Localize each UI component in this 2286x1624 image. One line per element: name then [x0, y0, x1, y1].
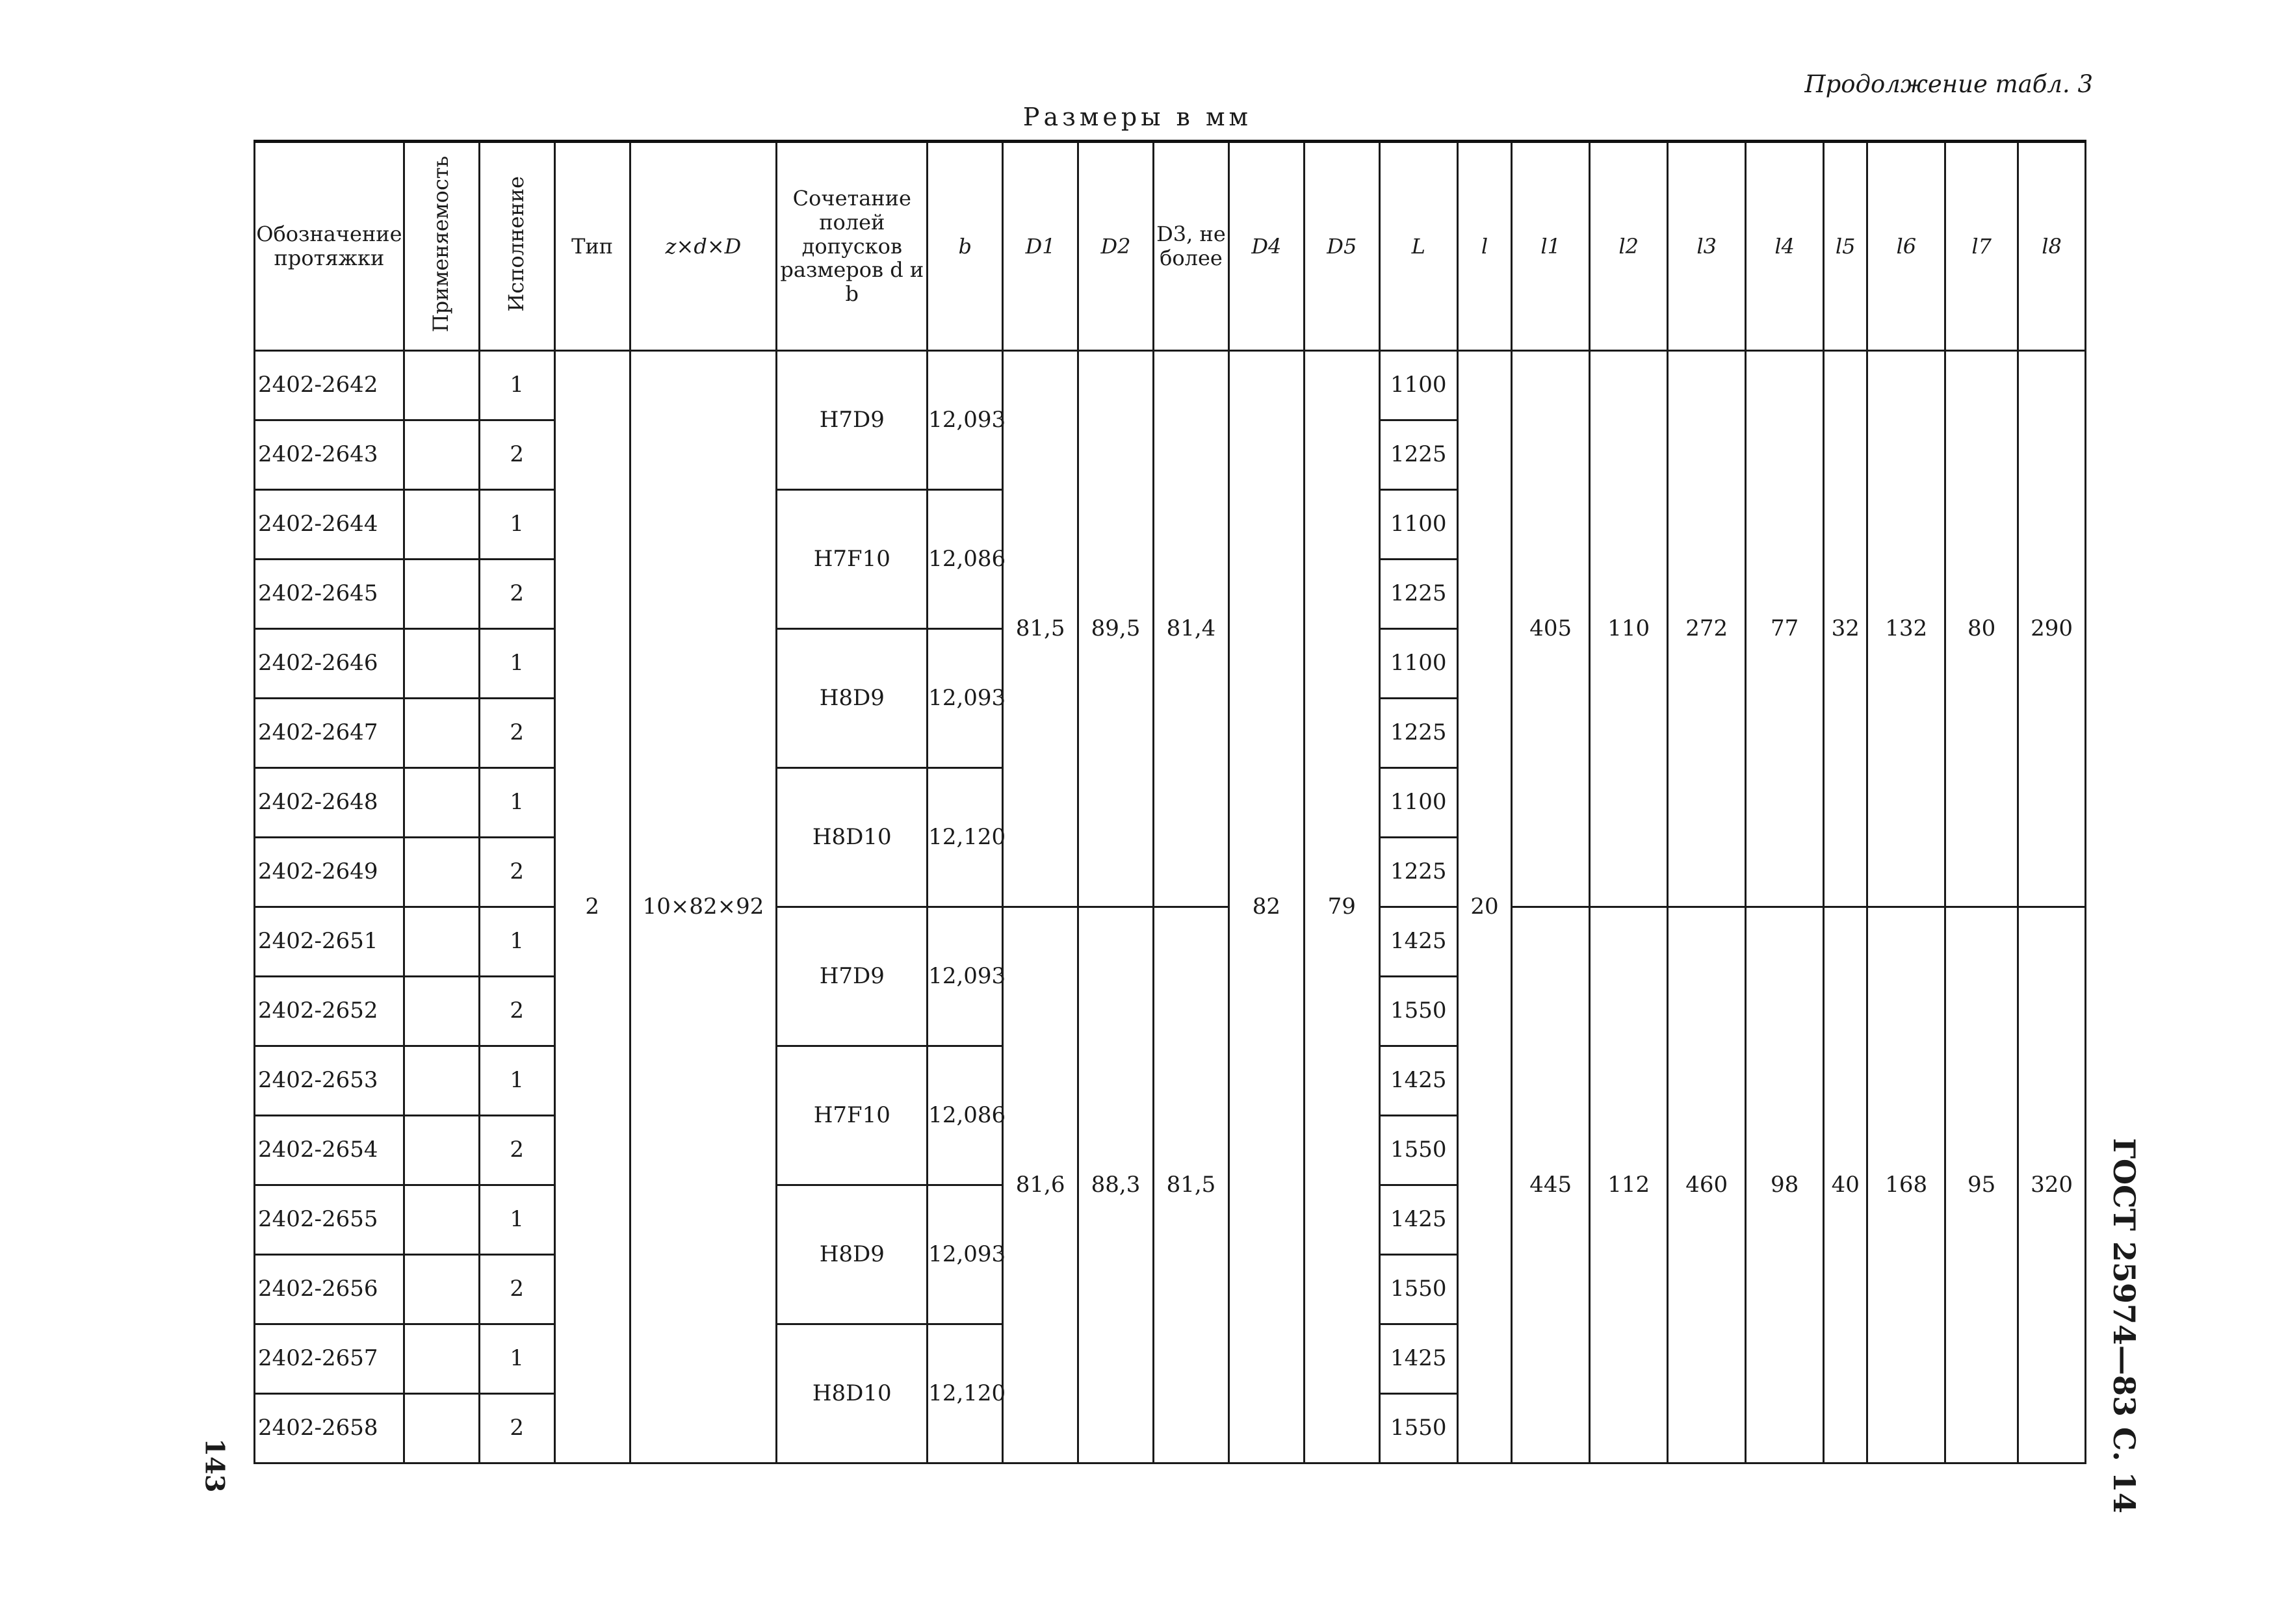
- cell-L: 1225: [1379, 560, 1457, 629]
- cell-tolerance: H7F10: [777, 490, 928, 629]
- cell-version: 2: [479, 838, 554, 907]
- cell-application: [404, 1046, 479, 1116]
- cell-l4: 77: [1746, 351, 1824, 907]
- cell-designation: 2402-2655: [255, 1185, 404, 1255]
- table-header: [255, 142, 2086, 351]
- cell-version: 2: [479, 560, 554, 629]
- cell-application: [404, 490, 479, 560]
- cell-designation: 2402-2643: [255, 420, 404, 490]
- cell-L: 1425: [1379, 1046, 1457, 1116]
- table-body: [255, 351, 2086, 1463]
- cell-tolerance: H7D9: [777, 351, 928, 490]
- cell-application: [404, 907, 479, 977]
- cell-l8: 320: [2018, 907, 2086, 1463]
- cell-D5: 79: [1304, 351, 1379, 1463]
- cell-designation: 2402-2644: [255, 490, 404, 560]
- col-l5: l5: [1824, 142, 1867, 351]
- cell-designation: 2402-2651: [255, 907, 404, 977]
- cell-designation: 2402-2657: [255, 1324, 404, 1394]
- cell-D4: 82: [1228, 351, 1304, 1463]
- col-D2: D2: [1078, 142, 1154, 351]
- cell-version: 2: [479, 1116, 554, 1185]
- col-l6: l6: [1867, 142, 1945, 351]
- col-l7: l7: [1945, 142, 2018, 351]
- cell-application: [404, 1324, 479, 1394]
- cell-designation: 2402-2647: [255, 699, 404, 768]
- units-label: Размеры в мм: [1022, 103, 1253, 131]
- cell-D3: 81,5: [1153, 907, 1228, 1463]
- cell-l2: 110: [1590, 351, 1668, 907]
- cell-application: [404, 629, 479, 699]
- cell-l7: 80: [1945, 351, 2018, 907]
- col-L: L: [1379, 142, 1457, 351]
- cell-version: 1: [479, 351, 554, 420]
- col-tolerance: Сочетание полей допусков размеров d и b: [777, 142, 928, 351]
- col-l1: l1: [1512, 142, 1590, 351]
- cell-version: 2: [479, 1394, 554, 1463]
- cell-tolerance: H8D9: [777, 1185, 928, 1324]
- col-b: b: [928, 142, 1003, 351]
- col-l8: l8: [2018, 142, 2086, 351]
- cell-designation: 2402-2654: [255, 1116, 404, 1185]
- col-application: Применяемость: [404, 142, 479, 351]
- col-version: Исполнение: [479, 142, 554, 351]
- cell-version: 2: [479, 1255, 554, 1324]
- col-designation: Обозначение протяжки: [255, 142, 404, 351]
- cell-designation: 2402-2645: [255, 560, 404, 629]
- cell-designation: 2402-2656: [255, 1255, 404, 1324]
- cell-l2: 112: [1590, 907, 1668, 1463]
- cell-D2: 88,3: [1078, 907, 1154, 1463]
- table-row: [255, 907, 2086, 977]
- cell-version: 1: [479, 1046, 554, 1116]
- col-zdD: z×d×D: [630, 142, 777, 351]
- cell-application: [404, 1394, 479, 1463]
- cell-b: 12,086: [928, 1046, 1003, 1185]
- cell-b: 12,093: [928, 629, 1003, 768]
- cell-L: 1100: [1379, 490, 1457, 560]
- cell-tolerance: H7D9: [777, 907, 928, 1046]
- col-l3: l3: [1668, 142, 1746, 351]
- continuation-label: Продолжение табл. 3: [1804, 70, 2093, 98]
- cell-tolerance: H8D9: [777, 629, 928, 768]
- cell-D2: 89,5: [1078, 351, 1154, 907]
- cell-L: 1225: [1379, 699, 1457, 768]
- cell-L: 1550: [1379, 977, 1457, 1046]
- gost-label: ГОСТ 25974—83 С. 14: [2107, 1138, 2142, 1514]
- col-D3: D3, не более: [1153, 142, 1228, 351]
- page-number: 143: [199, 1438, 230, 1493]
- cell-zdD: 10×82×92: [630, 351, 777, 1463]
- cell-b: 12,093: [928, 351, 1003, 490]
- cell-version: 1: [479, 907, 554, 977]
- col-D5: D5: [1304, 142, 1379, 351]
- cell-l6: 132: [1867, 351, 1945, 907]
- cell-L: 1100: [1379, 351, 1457, 420]
- broach-dimensions-table: [253, 140, 2086, 1464]
- cell-L: 1225: [1379, 420, 1457, 490]
- cell-b: 12,120: [928, 1324, 1003, 1463]
- cell-l: 20: [1457, 351, 1511, 1463]
- cell-tolerance: H8D10: [777, 768, 928, 907]
- cell-b: 12,086: [928, 490, 1003, 629]
- cell-l8: 290: [2018, 351, 2086, 907]
- cell-designation: 2402-2642: [255, 351, 404, 420]
- cell-version: 1: [479, 768, 554, 838]
- col-l: l: [1457, 142, 1511, 351]
- cell-L: 1425: [1379, 1185, 1457, 1255]
- cell-designation: 2402-2658: [255, 1394, 404, 1463]
- cell-l3: 460: [1668, 907, 1746, 1463]
- cell-application: [404, 560, 479, 629]
- cell-l7: 95: [1945, 907, 2018, 1463]
- cell-D1: 81,6: [1003, 907, 1078, 1463]
- table-row: [255, 351, 2086, 420]
- cell-application: [404, 838, 479, 907]
- cell-application: [404, 1116, 479, 1185]
- cell-application: [404, 1185, 479, 1255]
- cell-L: 1100: [1379, 629, 1457, 699]
- cell-version: 1: [479, 490, 554, 560]
- cell-L: 1100: [1379, 768, 1457, 838]
- cell-L: 1550: [1379, 1394, 1457, 1463]
- col-l4: l4: [1746, 142, 1824, 351]
- cell-L: 1225: [1379, 838, 1457, 907]
- cell-l4: 98: [1746, 907, 1824, 1463]
- col-l2: l2: [1590, 142, 1668, 351]
- cell-l6: 168: [1867, 907, 1945, 1463]
- cell-D1: 81,5: [1003, 351, 1078, 907]
- cell-version: 2: [479, 420, 554, 490]
- cell-application: [404, 420, 479, 490]
- cell-L: 1425: [1379, 907, 1457, 977]
- cell-version: 2: [479, 699, 554, 768]
- col-D1: D1: [1003, 142, 1078, 351]
- cell-b: 12,093: [928, 907, 1003, 1046]
- col-type: Тип: [554, 142, 630, 351]
- cell-l5: 32: [1824, 351, 1867, 907]
- cell-l3: 272: [1668, 351, 1746, 907]
- cell-L: 1550: [1379, 1255, 1457, 1324]
- cell-b: 12,093: [928, 1185, 1003, 1324]
- cell-D3: 81,4: [1153, 351, 1228, 907]
- cell-L: 1550: [1379, 1116, 1457, 1185]
- cell-designation: 2402-2652: [255, 977, 404, 1046]
- cell-application: [404, 768, 479, 838]
- cell-application: [404, 699, 479, 768]
- cell-type: 2: [554, 351, 630, 1463]
- cell-designation: 2402-2653: [255, 1046, 404, 1116]
- cell-L: 1425: [1379, 1324, 1457, 1394]
- cell-designation: 2402-2649: [255, 838, 404, 907]
- cell-l1: 405: [1512, 351, 1590, 907]
- col-D4: D4: [1228, 142, 1304, 351]
- cell-application: [404, 1255, 479, 1324]
- cell-tolerance: H8D10: [777, 1324, 928, 1463]
- cell-b: 12,120: [928, 768, 1003, 907]
- cell-tolerance: H7F10: [777, 1046, 928, 1185]
- cell-application: [404, 977, 479, 1046]
- cell-version: 1: [479, 1185, 554, 1255]
- cell-version: 1: [479, 1324, 554, 1394]
- cell-l5: 40: [1824, 907, 1867, 1463]
- cell-designation: 2402-2648: [255, 768, 404, 838]
- cell-designation: 2402-2646: [255, 629, 404, 699]
- cell-version: 2: [479, 977, 554, 1046]
- cell-version: 1: [479, 629, 554, 699]
- cell-l1: 445: [1512, 907, 1590, 1463]
- cell-application: [404, 351, 479, 420]
